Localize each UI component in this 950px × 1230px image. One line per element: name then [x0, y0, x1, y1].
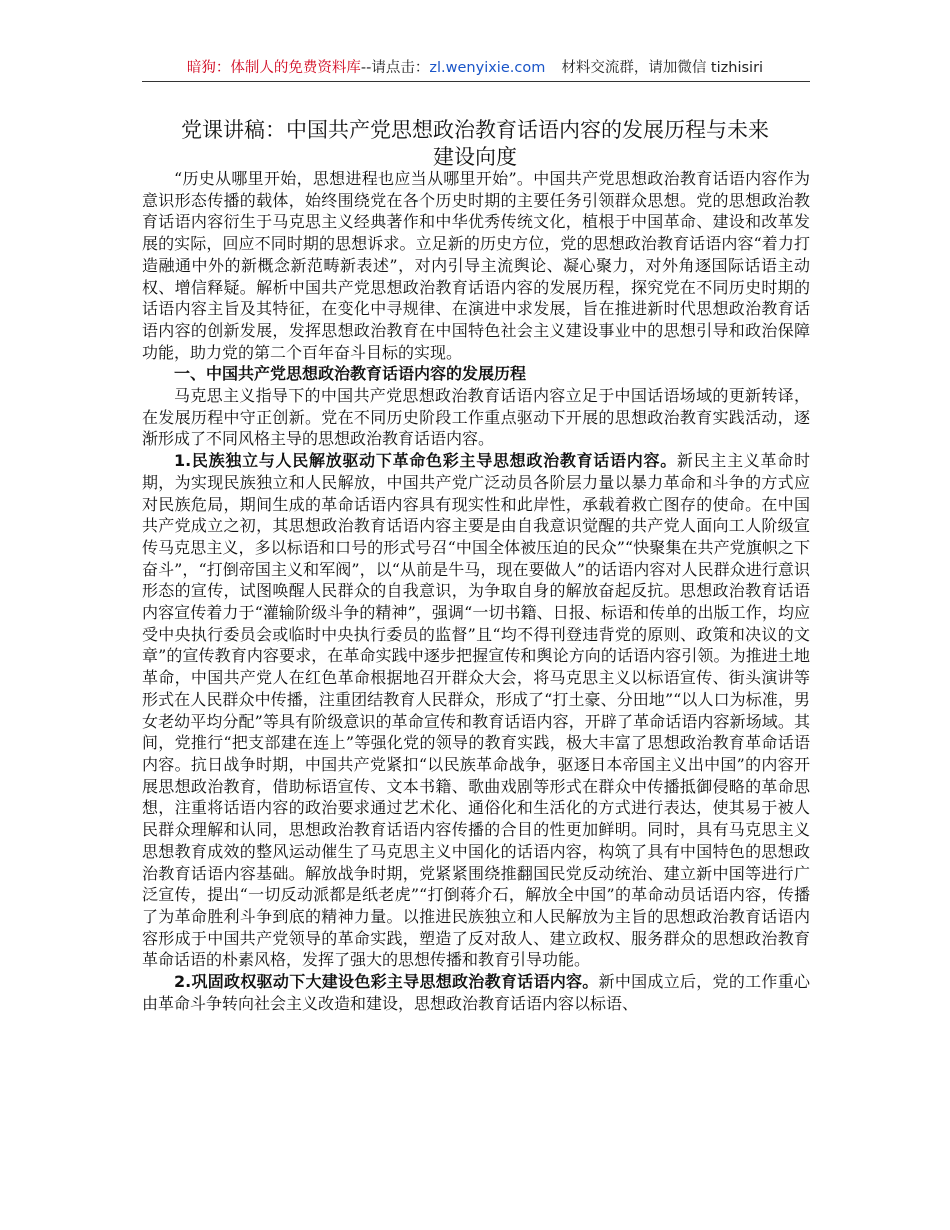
header-divider — [142, 81, 810, 82]
site-name: 暗狗：体制人的免费资料库 — [186, 60, 361, 76]
document-title — [120, 117, 830, 171]
intro-paragraph: “历史从哪里开始，思想进程也应当从哪里开始”。中国共产党思想政治教育话语内容作为意识形态传播的载体，始终围绕党在各个历史时期的主要任务引领群众思想。党的思想政治教育话语内容衍生于马克思主义经典著作和中华优秀传统文化，植根于中国革命、建设和改革发展的实际，回应不同时期的思想诉求。立足新的历史方位，党的思想政治教育话语内容“着力打造融通中外的新概念新范畴新表述”，对内引导主流舆论、凝心聚力，对外角逐国际话语主动权、增信释疑。解析中国共产党思想政治教育话语内容的发展历程，探究党在不同历史时期的话语内容主旨及其特征，在变化中寻规律、在演进中求发展，旨在推进新时代思想政治教育话语内容的创新发展，发挥思想政治教育在中国特色社会主义建设事业中的思想引导和政治保障功能，助力党的第二个百年奋斗目标的实现。 — [142, 169, 810, 362]
section-1-intro-paragraph: 马克思主义指导下的中国共产党思想政治教育话语内容立足于中国话语场域的更新转译，在发展历程中守正创新。党在不同历史阶段工作重点驱动下开展的思想政治教育实践活动，逐渐形成了不同风格主导的思想政治教育话语内容。 — [142, 386, 810, 449]
page-header — [0, 58, 950, 78]
site-url-link[interactable]: zl.wenyixie.com — [429, 60, 546, 76]
title-line-2: 建设向度 — [433, 145, 517, 169]
subsection-2-text: 新中国成立后，党的工作重心由革命斗争转向社会主义改造和建设，思想政治教育话语内容以标语、 — [142, 972, 810, 1013]
subsection-1-text: 新民主主义革命时期，为实现民族独立和人民解放，中国共产党广泛动员各阶层力量以暴力革命和斗争的方式应对民族危局，期间生成的革命话语内容具有现实性和此岸性，承载着救亡图存的使命。在中国共产党成立之初，其思想政治教育话语内容主要是由自我意识觉醒的共产党人面向工人阶级宣传马克思主义，多以标语和口号的形式号召“中国全体被压迫的民众”“快聚集在共产党旗帜之下奋斗”，“打倒帝国主义和军阀”，以“从前是牛马，现在要做人”的话语内容对人民群众进行意识形态的宣传，试图唤醒人民群众的自我意识，为争取自身的解放奋起反抗。思想政治教育话语内容宣传着力于“灌输阶级斗争的精神”，强调“一切书籍、日报、标语和传单的出版工作，均应受中央执行委员会或临时中央执行委员的监督”且“均不得刊登违背党的原则、政策和决议的文章”的宣传教育内容要求，在革命实践中逐步把握宣传和舆论方向的话语内容引领。为推进土地革命，中国共产党人在红色革命根据地召开群众大会，将马克思主义以标语宣传、街头演讲等形式在人民群众中传播，注重团结教育人民群众，形成了“打土豪、分田地”“以人口为标准，男女老幼平均分配”等具有阶级意识的革命宣传和教育话语内容，开辟了革命话语内容新场域。其间，党推行“把支部建在连上”等强化党的领导的教育实践，极大丰富了思想政治教育革命话语内容。抗日战争时期，中国共产党紧扣“以民族革命战争，驱逐日本帝国主义出中国”的内容开展思想政治教育，借助标语宣传、文本书籍、歌曲戏剧等形式在群众中传播抵御侵略的革命思想，注重将话语内容的政治要求通过艺术化、通俗化和生活化的方式进行表达，使其易于被人民群众理解和认同，思想政治教育话语内容传播的合目的性更加鲜明。同时，具有马克思主义思想教育成效的整风运动催生了马克思主义中国化的话语内容，构筑了具有中国特色的思想政治教育话语内容基础。解放战争时期，党紧紧围绕推翻国民党反动统治、建立新中国等进行广泛宣传，提出“一切反动派都是纸老虎”“打倒蒋介石，解放全中国”的革命动员话语内容，传播了为革命胜利斗争到底的精神力量。以推进民族独立和人民解放为主旨的思想政治教育话语内容形成于中国共产党领导的革命实践，塑造了反对敌人、建立政权、服务群众的思想政治教育革命话语的朴素风格，发挥了强大的思想传播和教育引导功能。 — [142, 451, 810, 970]
subsection-2-heading: 2.巩固政权驱动下大建设色彩主导思想政治教育话语内容。 — [174, 972, 599, 992]
subsection-1-heading: 1.民族独立与人民解放驱动下革命色彩主导思想政治教育话语内容。 — [174, 451, 677, 471]
subsection-1-paragraph — [142, 450, 810, 971]
title-line-1: 党课讲稿：中国共产党思想政治教育话语内容的发展历程与未来 — [181, 118, 769, 142]
section-heading-1: 一、中国共产党思想政治教育话语内容的发展历程 — [174, 364, 527, 384]
subsection-2-paragraph — [142, 971, 810, 1014]
document-body — [142, 168, 810, 1014]
group-info: 材料交流群，请加微信 tizhisiri — [561, 60, 764, 76]
click-prompt: --请点击： — [360, 60, 430, 76]
